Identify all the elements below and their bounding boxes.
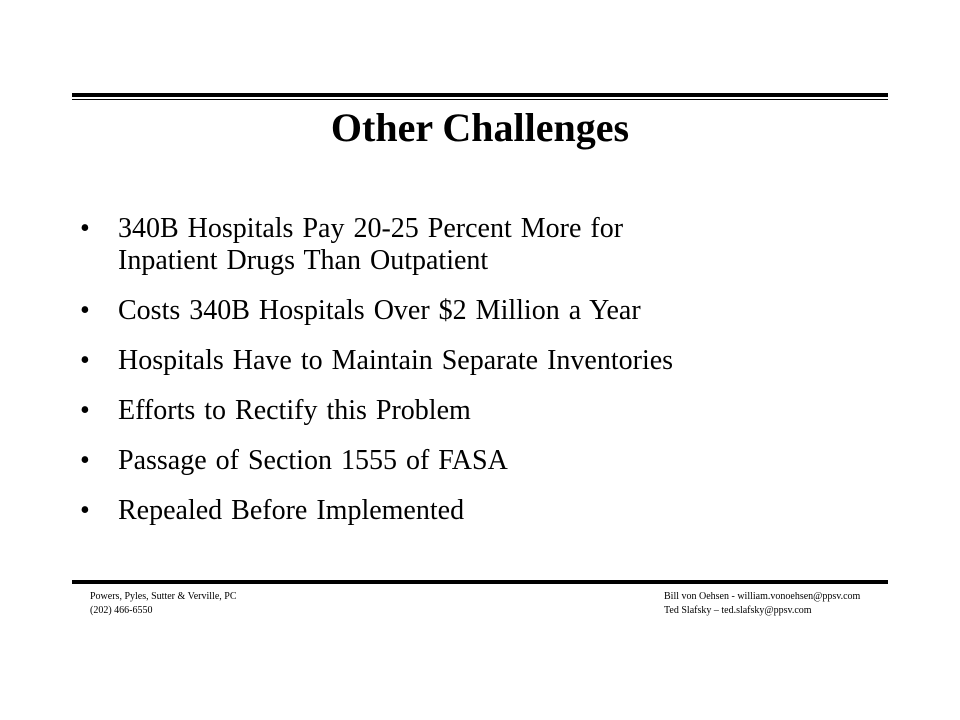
footer-firm-name: Powers, Pyles, Sutter & Verville, PC	[90, 591, 237, 602]
bullet-dot-icon: •	[80, 213, 90, 244]
footer-contact: Bill von Oehsen - william.vonoehsen@ppsv.com	[664, 591, 861, 602]
bullet-item	[80, 295, 880, 327]
bullet-item	[80, 213, 880, 277]
bullet-text-line: Efforts to Rectify this Problem	[118, 395, 471, 426]
bullet-item	[80, 445, 880, 477]
bullet-dot-icon: •	[80, 295, 90, 326]
bullet-text-line: Inpatient Drugs Than Outpatient	[118, 245, 489, 276]
bullet-item	[80, 395, 880, 427]
bullet-dot-icon: •	[80, 445, 90, 476]
footer-phone: (202) 466-6550	[90, 605, 153, 616]
footer-rule	[72, 580, 888, 584]
bullet-text-line: 340B Hospitals Pay 20-25 Percent More for	[118, 213, 624, 244]
bullet-dot-icon: •	[80, 345, 90, 376]
bullet-item	[80, 345, 880, 377]
bullet-item	[80, 495, 880, 527]
bullet-text-line: Costs 340B Hospitals Over $2 Million a Year	[118, 295, 641, 326]
footer-left	[90, 590, 236, 618]
bullet-dot-icon: •	[80, 395, 90, 426]
header-rule-thick	[72, 93, 888, 97]
slide-title: Other Challenges	[330, 105, 630, 150]
header-rule-thin	[72, 99, 888, 100]
bullet-text-line: Repealed Before Implemented	[118, 495, 465, 526]
bullet-list	[80, 213, 880, 545]
bullet-text-line: Passage of Section 1555 of FASA	[118, 445, 508, 476]
bullet-dot-icon: •	[80, 495, 90, 526]
footer-contact: Ted Slafsky – ted.slafsky@ppsv.com	[664, 605, 812, 616]
footer-right	[664, 590, 860, 618]
bullet-text-line: Hospitals Have to Maintain Separate Inventories	[118, 345, 674, 376]
header-rule	[72, 93, 888, 101]
